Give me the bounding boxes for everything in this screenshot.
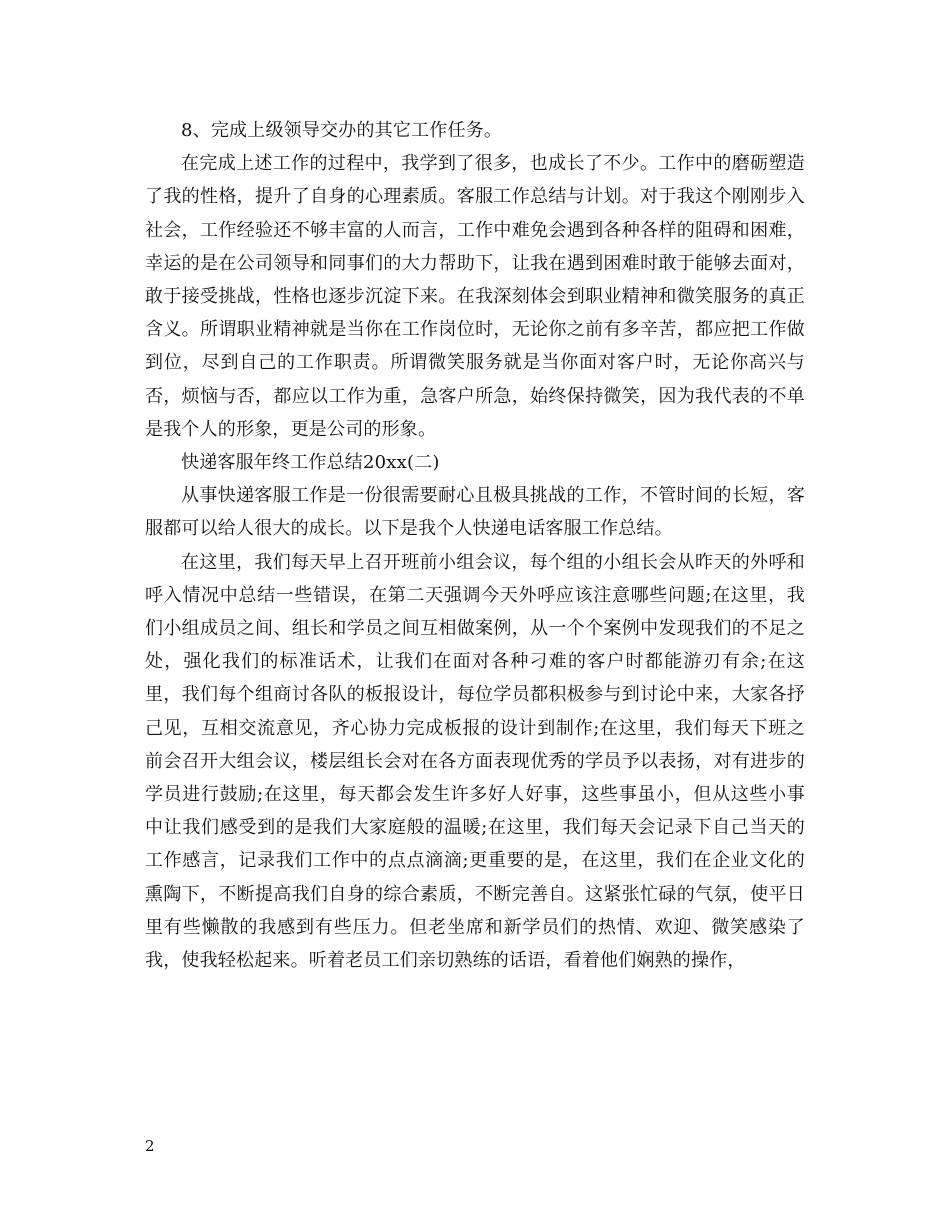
document-body [145, 114, 805, 977]
paragraph-intro: 从事快递客服工作是一份很需要耐心且极具挑战的工作，不管时间的长短，客服都可以给人很大的成长。以下是我个人快递电话客服工作总结。 [145, 485, 805, 540]
section-heading: 快递客服年终工作总结20xx(二) [181, 452, 440, 474]
paragraph-item-8: 8、完成上级领导交办的其它工作任务。 [181, 120, 503, 141]
paragraph-reflection: 在完成上述工作的过程中，我学到了很多，也成长了不少。工作中的磨砺塑造了我的性格，提升了自身的心理素质。客服工作总结与计划。对于我这个刚刚步入社会，工作经验还不够丰富的人而言，工作中难免会遇到各种各样的阻碍和困难，幸运的是在公司领导和同事们的大力帮助下，让我在遇到困难时敢于能够去面对，敢于接受挑战，性格也逐步沉淀下来。在我深刻体会到职业精神和微笑服务的真正含义。所谓职业精神就是当你在工作岗位时，无论你之前有多辛苦，都应把工作做到位，尽到自己的工作职责。所谓微笑服务就是当你面对客户时，无论你高兴与否，烦恼与否，都应以工作为重，急客户所急，始终保持微笑，因为我代表的不单是我个人的形象，更是公司的形象。 [145, 153, 805, 440]
page-number: 2 [145, 1137, 155, 1155]
paragraph-daily-work: 在这里，我们每天早上召开班前小组会议，每个组的小组长会从昨天的外呼和呼入情况中总结一些错误，在第二天强调今天外呼应该注意哪些问题;在这里，我们小组成员之间、组长和学员之间互相做案例，从一个个案例中发现我们的不足之处，强化我们的标准话术，让我们在面对各种刁难的客户时都能游刃有余;在这里，我们每个组商讨各队的板报设计，每位学员都积极参与到讨论中来，大家各抒己见，互相交流意见，齐心协力完成板报的设计到制作;在这里，我们每天下班之前会召开大组会议，楼层组长会对在各方面表现优秀的学员予以表扬，对有进步的学员进行鼓励;在这里，每天都会发生许多好人好事，这些事虽小，但从这些小事中让我们感受到的是我们大家庭般的温暖;在这里，我们每天会记录下自己当天的工作感言，记录我们工作中的点点滴滴;更重要的是，在这里，我们在企业文化的熏陶下，不断提高我们自身的综合素质，不断完善自。这紧张忙碌的气氛，使平日里有些懒散的我感到有些压力。但老坐席和新学员们的热情、欢迎、微笑感染了我，使我轻松起来。听着老员工们亲切熟练的话语，看着他们娴熟的操作， [145, 551, 805, 972]
